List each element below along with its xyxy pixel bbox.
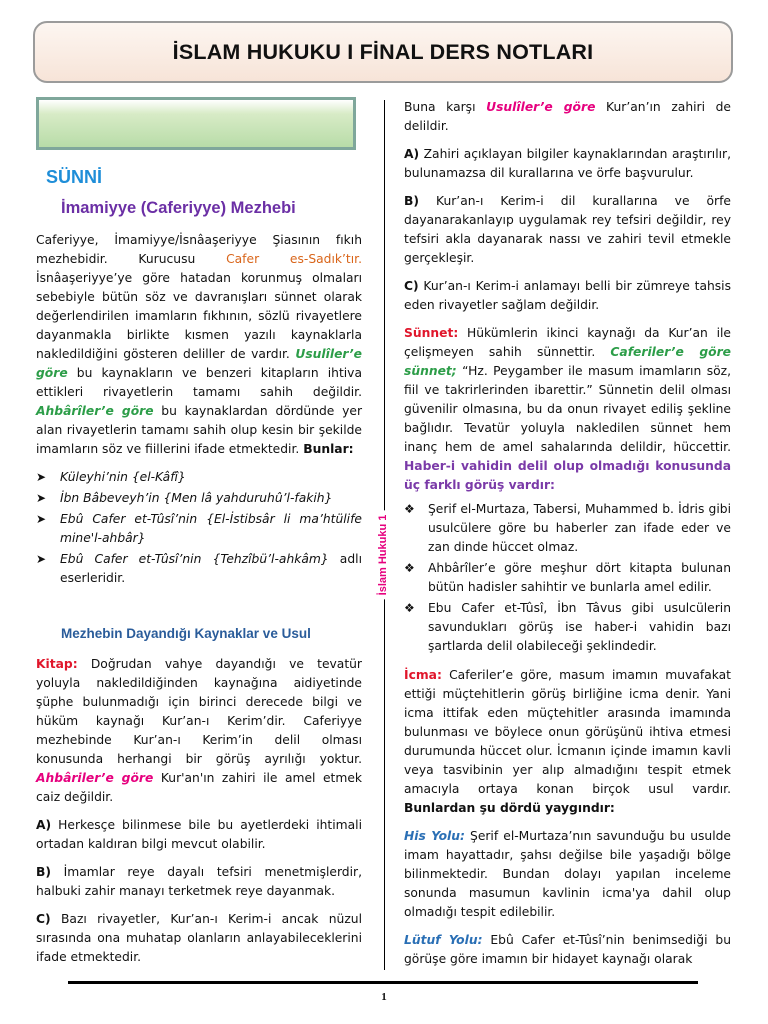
- side-label: İslam Hukuku 1: [367, 500, 399, 610]
- founder-name: Cafer es-Sadık’tır.: [226, 252, 362, 266]
- arrow-bullet-icon: ➤: [36, 470, 47, 484]
- list-item: ➤ İbn Bâbeveyh’in {Men lâ yahduruhû’l-fakih}: [36, 489, 362, 508]
- books-list: [36, 468, 362, 588]
- page-title: İSLAM HUKUKU I FİNAL DERS NOTLARI: [172, 39, 594, 64]
- list-item: ❖ Ahbârîler’e göre meşhur dört kitapta bulunan bütün hadisler sahihtir ve bunlarla amel edilir.: [404, 561, 731, 594]
- item-c: C) Kur’an-ı Kerim-i anlamayı belli bir zümreye tahsis eden rivayetler sağlam değildir.: [404, 279, 731, 312]
- icma-paragraph: İcma: Caferiler’e göre, masum imamın muvafakat ettiği müçtehitlerin görüş birliğine icma denir. Yani icma ittifak eden müçtehitler arasında imamında bulunması ve böylece onun görüşünü ihtiva etmesi durumunda hüccet olur. İcmanın içinde imamın kavli veya tasvibinin yer alıp almadığını tespit etmek amacıyla ortaya konan birçok usul vardır. Bunlardan şu dördü yaygındır:: [404, 668, 731, 815]
- diamond-bullet-icon: ❖: [404, 601, 415, 615]
- intro-paragraph: Caferiyye, İmamiyye/İsnâaşeriyye Şiasının fıkıh mezhebidir. Kurucusu Cafer es-Sadık’tır. İsnâaşeriyye’ye göre hatadan korunmuş olmaları sebebiyle bütün söz ve davranışları sünnet olarak değerlendirilen imamların fıkhının, sözlü rivayetlere dayanmakla birlikte kısmen yazılı kaynaklarla nakledildiğini gösteren deliller de vardır. Usulîler’e göre bu kaynakların ve benzeri kitapların ihtiva ettikleri rivayetlerin tamamı sahih değildir. Ahbârîler’e göre bu kaynaklardan dördünde yer alan rivayetlerin tamamı sahih olup kesin bir şekilde imamların söz ve fiillerini ifade etmektedir. Bunlar:: [36, 233, 362, 456]
- sunnet-paragraph: Sünnet: Hükümlerin ikinci kaynağı da Kur’an ile çelişmeyen sahih sünnettir. Caferiler’e göre sünnet; “Hz. Peygamber ile masum imamların söz, fiil ve takrirlerinden ibarettir.” Sünnetin delil olması güvenilir olmasına, bu da onun rivayet ediliş şekline bağlıdır. Tevatür yoluyla nakledilen sünnet hem inanç hem de amel sahalarında delildir, hüccettir. Haber-i vahidin delil olup olmadığı konusunda üç farklı görüş vardır:: [404, 326, 731, 492]
- buna-paragraph: Buna karşı Usulîler’e göre Kur’an’ın zahiri de delildir.: [404, 100, 731, 133]
- left-column-top: [36, 231, 362, 598]
- his-paragraph: His Yolu: Şerif el-Murtaza’nın savunduğu bu usulde imam hayattadır, şahsı değilse bile yaşadığı bölge bilinmektedir. Bundan dolayı yapılan inceleme sonunda masumun kavlinin icma'ya dahil olup olmadığı tespit edilebilir.: [404, 829, 731, 919]
- list-item: ➤ Küleyhi’nin {el-Kâfî}: [36, 468, 362, 487]
- diamond-bullet-icon: ❖: [404, 561, 415, 575]
- heading-mezheb-usul: Mezhebin Dayandığı Kaynaklar ve Usul: [61, 626, 311, 641]
- item-b: B) İmamlar reye dayalı tefsiri menetmişlerdir, halbuki zahir manayı terketmek reye dayanmak.: [36, 865, 362, 898]
- item-c: C) Bazı rivayetler, Kur’an-ı Kerim-i ancak nüzul sırasında ona muhatap olanların anlayabileceklerini ifade etmektedir.: [36, 912, 362, 964]
- item-a: A) Zahiri açıklayan bilgiler kaynaklarından araştırılır, bulunamazsa dil kurallarına ve örfe başvurulur.: [404, 147, 731, 180]
- right-column: [404, 98, 731, 978]
- views-list: [404, 500, 731, 656]
- item-a: A) Herkesçe bilinmese bile bu ayetlerdeki ihtimali ortadan kaldıran bilgi mevcut olabilir.: [36, 818, 362, 851]
- left-column-bottom: [36, 655, 362, 976]
- list-item: ➤ Ebû Cafer et-Tûsî’nin {Tehzîbü’l-ahkâm} adlı eserleridir.: [36, 552, 362, 585]
- heading-imamiyye: İmamiyye (Caferiyye) Mezhebi: [61, 199, 296, 217]
- title-box: [33, 21, 733, 83]
- lutuf-paragraph: Lütuf Yolu: Ebû Cafer et-Tûsî’nin benimsediği bu görüşe göre imamın bir hidayet kaynağı olarak: [404, 933, 732, 966]
- arrow-bullet-icon: ➤: [36, 491, 47, 505]
- diamond-bullet-icon: ❖: [404, 502, 415, 516]
- list-item: ❖ Şerif el-Murtaza, Tabersi, Muhammed b. İdris gibi usulcülere göre bu haberler zan ifade eder ve zan dinde hüccet olmaz.: [404, 502, 731, 554]
- list-item: ➤ Ebû Cafer et-Tûsî’nin {El-İstibsâr li ma’htülife mine'l-ahbâr}: [36, 512, 362, 545]
- list-item: ❖ Ebu Cafer et-Tûsî, İbn Tâvus gibi usulcülerin savundukları görüş ise haber-i vahidin bazı şartlarda delil olabileceği şeklindedir.: [404, 601, 731, 653]
- arrow-bullet-icon: ➤: [36, 512, 47, 526]
- page-number: 1: [381, 991, 387, 1003]
- item-b: B) Kur’an-ı Kerim-i dil kurallarına ve örfe dayanarakanlayıp uygulamak rey tefsiri değildir, rey tefsiri akla dayanarak nassı ve zahiri tevil etmekle gerçekleşir.: [404, 194, 731, 265]
- footer-line: [68, 981, 698, 984]
- arrow-bullet-icon: ➤: [36, 552, 47, 566]
- green-banner: [36, 97, 356, 150]
- heading-sunni: SÜNNİ: [46, 167, 103, 187]
- kitap-paragraph: Kitap: Doğrudan vahye dayandığı ve tevatür yoluyla nakledildiğinden kaynağına aidiyetinde şüphe bulunmadığı için birinci derecede bilgi ve hüküm kaynağı Kur’an-ı Kerim’dir. Caferiyye mezhebinde Kur’an-ı Kerim’in delil olması konusunda herhangi bir görüş ayrılığı yoktur. Ahbâriler’e göre Kur'an'ın zahiri ile amel etmek caiz değildir.: [36, 657, 363, 804]
